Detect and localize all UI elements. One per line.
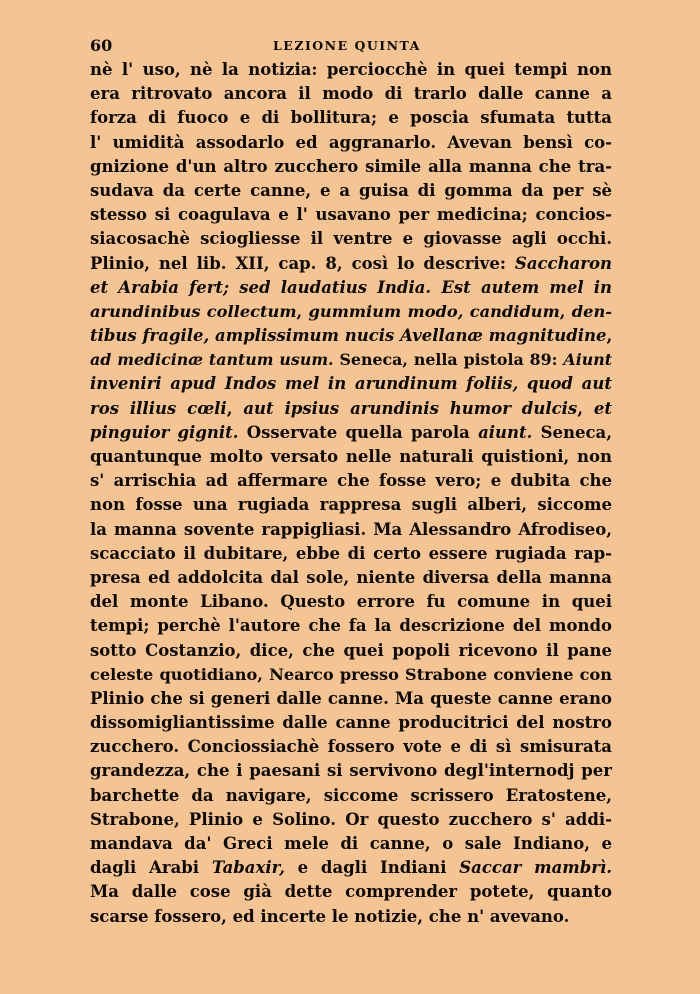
text-line: [90, 421, 612, 445]
italic-text: et: [593, 398, 612, 418]
text-segment: non fosse una rugiada rappresa sugli alberi, siccome: [90, 495, 612, 515]
text-segment: Strabone, Plinio e Solino. Or questo zucchero s' addi-: [90, 809, 612, 829]
text-segment: sudava da certe canne, e a guisa di gomma da per sè: [90, 180, 612, 200]
text-segment: del monte Libano. Questo errore fu comune in quei: [90, 592, 612, 612]
text-segment: nè l' uso, nè la notizia: perciocchè in quei tempi non: [90, 60, 612, 79]
text-segment: s' arrischia ad affermare che fosse vero; e dubita che: [90, 471, 612, 491]
running-head: [90, 36, 612, 58]
text-line: [90, 639, 612, 663]
text-segment: Ma dalle cose già dette comprender potete, quanto: [90, 882, 612, 902]
text-segment: dissomigliantissime dalle canne producitrici del nostro: [90, 713, 612, 733]
italic-text: den-: [571, 301, 613, 321]
italic-text: et Arabia fert; sed laudatius India. Est autem mel in: [90, 277, 612, 297]
text-segment: grandezza, che i paesani si servivono degl'internodj per: [90, 761, 612, 781]
italic-text: tibus fragile, amplissimum nucis Avellanæ magnitudine: [90, 326, 607, 346]
text-line: [90, 324, 612, 348]
text-segment: era ritrovato ancora il modo di trarlo dalle canne a: [90, 84, 612, 104]
text-segment: barchette da navigare, siccome scrissero Eratostene,: [90, 785, 612, 805]
page-number: 60: [90, 36, 113, 55]
text-line: [90, 856, 612, 880]
text-line: [90, 179, 612, 203]
italic-text: Saccharon: [514, 253, 612, 273]
italic-text: ad medicinæ tantum usum.: [90, 350, 334, 370]
text-line: [90, 784, 612, 808]
italic-text: pinguior gignit.: [90, 422, 239, 442]
text-line: [90, 82, 612, 106]
text-line: [90, 276, 612, 300]
italic-text: Aiunt: [563, 350, 612, 370]
text-line: [90, 832, 612, 856]
text-segment: Osservate quella parola: [238, 422, 479, 442]
text-line: [90, 131, 612, 155]
text-segment: quantunque molto versato nelle naturali quistioni, non: [90, 447, 612, 466]
text-segment: l' umidità assodarlo ed aggranarlo. Avevan bensì co-: [90, 132, 612, 152]
text-segment: Plinio, nel lib. XII, cap. 8, così lo descrive:: [90, 253, 515, 273]
text-segment: ,: [226, 398, 244, 418]
text-line: [90, 493, 612, 517]
text-segment: tempi; perchè l'autore che fa la descrizione del mondo: [90, 616, 612, 636]
text-segment: presa ed addolcita dal sole, niente diversa della manna: [90, 567, 612, 587]
text-segment: forza di fuoco e di bollitura; e poscia sfumata tutta: [90, 108, 612, 128]
text-line: [90, 711, 612, 735]
text-segment: mandava da' Greci mele di canne, o sale Indiano, e: [90, 834, 612, 853]
text-line: [90, 106, 612, 130]
text-segment: Seneca,: [532, 422, 612, 442]
text-segment: Plinio che si generi dalle canne. Ma queste canne erano: [90, 688, 612, 708]
text-segment: ,: [577, 398, 594, 418]
text-line: [90, 808, 612, 832]
text-line: [90, 880, 612, 904]
italic-text: gummium modo, candidum: [308, 301, 560, 321]
text-segment: ,: [606, 326, 613, 346]
text-segment: zucchero. Conciossiachè fossero vote e di sì smisurata: [90, 737, 612, 757]
text-line: [90, 566, 612, 590]
text-line: [90, 300, 612, 324]
text-line: [90, 155, 612, 179]
italic-text: aut ipsius arundinis humor dulcis: [243, 398, 578, 418]
text-line: [90, 905, 612, 929]
text-segment: Seneca, nella pistola 89:: [333, 350, 564, 370]
text-segment: sotto Costanzio, dice, che quei popoli ricevono il pane: [90, 640, 612, 660]
running-title: LEZIONE QUINTA: [273, 38, 421, 53]
text-segment: ,: [296, 301, 309, 321]
italic-text: inveniri apud Indos mel in arundinum foliis, quod aut: [90, 374, 612, 394]
text-line: [90, 663, 612, 687]
italic-text: ros illius cœli: [90, 398, 227, 418]
italic-text: arundinibus collectum: [90, 301, 297, 321]
text-line: [90, 687, 612, 711]
text-line: [90, 203, 612, 227]
text-segment: scacciato il dubitare, ebbe di certo essere rugiada rap-: [90, 543, 612, 563]
text-segment: celeste quotidiano, Nearco presso Strabone conviene con: [90, 664, 612, 684]
text-segment: dagli Arabi: [90, 858, 212, 878]
text-line: [90, 759, 612, 783]
text-line: [90, 518, 612, 542]
text-line: [90, 735, 612, 759]
text-segment: e dagli Indiani: [284, 858, 460, 878]
body-text: [90, 58, 612, 929]
text-line: [90, 397, 612, 421]
text-segment: gnizione d'un altro zucchero simile alla manna che tra-: [90, 156, 612, 176]
text-line: [90, 252, 612, 276]
text-line: [90, 469, 612, 493]
text-line: [90, 590, 612, 614]
text-segment: stesso si coagulava e l' usavano per medicina; concios-: [90, 205, 612, 225]
italic-text: aiunt.: [478, 422, 533, 442]
italic-text: Saccar mambrì.: [459, 858, 612, 878]
text-line: [90, 614, 612, 638]
book-page: [90, 36, 612, 929]
text-line: [90, 372, 612, 396]
text-line: [90, 348, 612, 372]
italic-text: Tabaxir,: [211, 858, 285, 878]
text-line: [90, 227, 612, 251]
text-line: [90, 445, 612, 469]
text-line: [90, 58, 612, 82]
text-segment: siacosachè sciogliesse il ventre e giovasse agli occhi.: [90, 229, 612, 249]
text-segment: scarse fossero, ed incerte le notizie, che n' avevano.: [90, 906, 570, 926]
text-line: [90, 542, 612, 566]
text-segment: ,: [559, 301, 572, 321]
text-segment: la manna sovente rappigliasi. Ma Alessandro Afrodiseo,: [90, 519, 612, 539]
